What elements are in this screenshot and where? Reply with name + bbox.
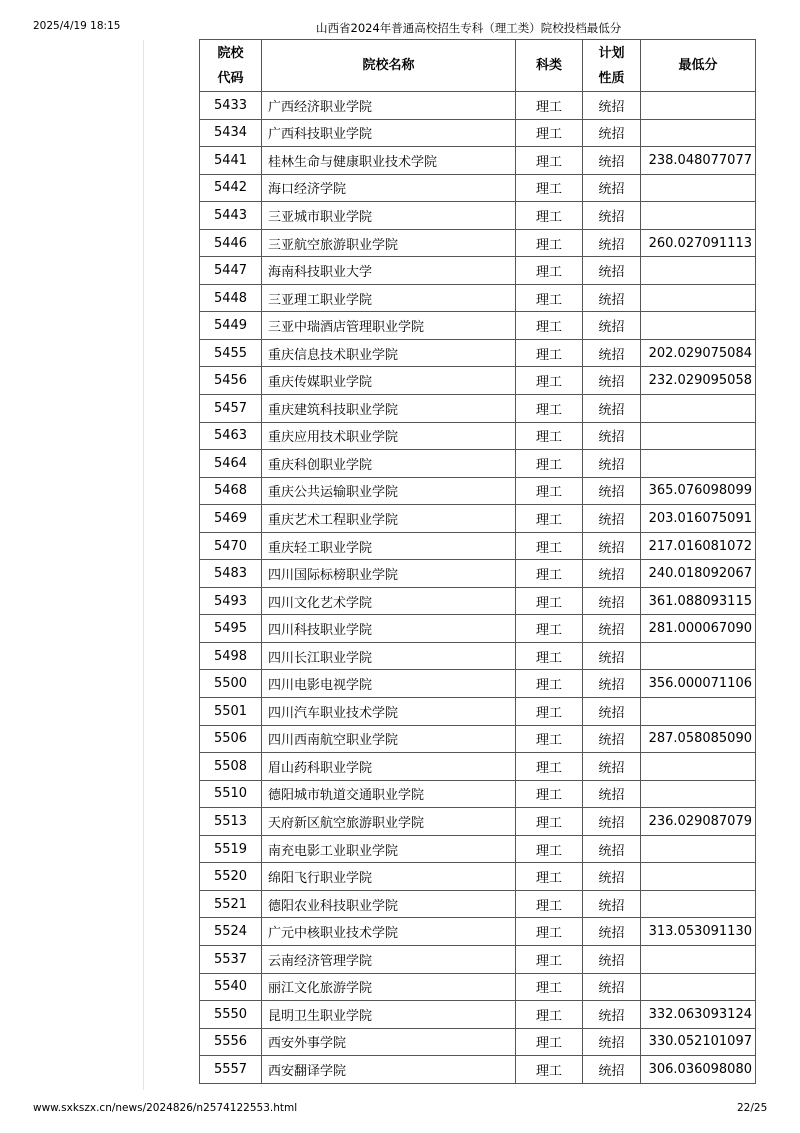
cell-name: 重庆信息技术职业学院 (262, 339, 516, 367)
cell-type: 统招 (583, 670, 641, 698)
cell-score: 232.029095058 (641, 367, 756, 395)
col-header-type-line1: 计划 (598, 45, 625, 61)
col-header-name: 院校名称 (262, 40, 516, 92)
cell-score: 313.053091130 (641, 918, 756, 946)
cell-category: 理工 (516, 642, 583, 670)
cell-type: 统招 (583, 615, 641, 643)
cell-score (641, 945, 756, 973)
cell-code: 5446 (200, 229, 262, 257)
print-datetime: 2025/4/19 18:15 (33, 20, 121, 32)
cell-name: 三亚理工职业学院 (262, 284, 516, 312)
col-header-code (200, 40, 262, 92)
cell-type: 统招 (583, 505, 641, 533)
col-header-category: 科类 (516, 40, 583, 92)
cell-type: 统招 (583, 1001, 641, 1029)
cell-type: 统招 (583, 147, 641, 175)
cell-type: 统招 (583, 395, 641, 423)
cell-name: 眉山药科职业学院 (262, 753, 516, 781)
cell-name: 桂林生命与健康职业技术学院 (262, 147, 516, 175)
table-row (200, 505, 756, 533)
table-row (200, 587, 756, 615)
cell-type: 统招 (583, 863, 641, 891)
cell-code: 5501 (200, 698, 262, 726)
cell-code: 5540 (200, 973, 262, 1001)
cell-category: 理工 (516, 615, 583, 643)
cell-score: 202.029075084 (641, 339, 756, 367)
cell-score: 306.036098080 (641, 1056, 756, 1084)
cell-score: 287.058085090 (641, 725, 756, 753)
cell-code: 5498 (200, 642, 262, 670)
cell-code: 5521 (200, 890, 262, 918)
cell-type: 统招 (583, 1028, 641, 1056)
cell-score (641, 780, 756, 808)
table-row (200, 257, 756, 285)
cell-type: 统招 (583, 257, 641, 285)
cell-code: 5556 (200, 1028, 262, 1056)
table-row (200, 312, 756, 340)
cell-name: 重庆建筑科技职业学院 (262, 395, 516, 423)
cell-name: 广元中核职业技术学院 (262, 918, 516, 946)
cell-score (641, 202, 756, 230)
cell-code: 5493 (200, 587, 262, 615)
cell-type: 统招 (583, 560, 641, 588)
cell-score (641, 890, 756, 918)
cell-name: 西安翻译学院 (262, 1056, 516, 1084)
cell-category: 理工 (516, 780, 583, 808)
cell-name: 三亚中瑞酒店管理职业学院 (262, 312, 516, 340)
cell-category: 理工 (516, 1056, 583, 1084)
cell-type: 统招 (583, 174, 641, 202)
cell-type: 统招 (583, 698, 641, 726)
cell-name: 云南经济管理学院 (262, 945, 516, 973)
table-row (200, 532, 756, 560)
cell-score (641, 698, 756, 726)
cell-code: 5443 (200, 202, 262, 230)
cell-category: 理工 (516, 698, 583, 726)
cell-code: 5495 (200, 615, 262, 643)
cell-score: 217.016081072 (641, 532, 756, 560)
table-row (200, 808, 756, 836)
cell-type: 统招 (583, 1056, 641, 1084)
cell-score: 361.088093115 (641, 587, 756, 615)
cell-category: 理工 (516, 284, 583, 312)
cell-name: 天府新区航空旅游职业学院 (262, 808, 516, 836)
cell-score (641, 835, 756, 863)
table-row (200, 890, 756, 918)
cell-name: 重庆传媒职业学院 (262, 367, 516, 395)
cell-score (641, 450, 756, 478)
table-row (200, 725, 756, 753)
table-row (200, 835, 756, 863)
cell-category: 理工 (516, 753, 583, 781)
table-row (200, 147, 756, 175)
table-row (200, 973, 756, 1001)
table-header (200, 40, 756, 92)
cell-category: 理工 (516, 312, 583, 340)
cell-score: 238.048077077 (641, 147, 756, 175)
cell-type: 统招 (583, 92, 641, 120)
cell-name: 海南科技职业大学 (262, 257, 516, 285)
cell-name: 广西经济职业学院 (262, 92, 516, 120)
table-row (200, 119, 756, 147)
cell-category: 理工 (516, 1028, 583, 1056)
cell-score (641, 284, 756, 312)
cell-type: 统招 (583, 725, 641, 753)
table-row (200, 422, 756, 450)
cell-category: 理工 (516, 808, 583, 836)
cell-type: 统招 (583, 587, 641, 615)
cell-code: 5449 (200, 312, 262, 340)
cell-category: 理工 (516, 973, 583, 1001)
cell-name: 西安外事学院 (262, 1028, 516, 1056)
cell-name: 重庆公共运输职业学院 (262, 477, 516, 505)
cell-name: 四川西南航空职业学院 (262, 725, 516, 753)
table-row (200, 698, 756, 726)
cell-name: 四川国际标榜职业学院 (262, 560, 516, 588)
table-row (200, 477, 756, 505)
cell-code: 5513 (200, 808, 262, 836)
cell-type: 统招 (583, 477, 641, 505)
cell-category: 理工 (516, 918, 583, 946)
cell-type: 统招 (583, 945, 641, 973)
cell-type: 统招 (583, 973, 641, 1001)
table-row (200, 918, 756, 946)
cell-score (641, 642, 756, 670)
cell-category: 理工 (516, 422, 583, 450)
cell-score (641, 92, 756, 120)
cell-score: 236.029087079 (641, 808, 756, 836)
cell-score: 365.076098099 (641, 477, 756, 505)
cell-code: 5470 (200, 532, 262, 560)
table-row (200, 615, 756, 643)
table-row (200, 560, 756, 588)
cell-name: 四川电影电视学院 (262, 670, 516, 698)
cell-code: 5508 (200, 753, 262, 781)
cell-score (641, 863, 756, 891)
cell-type: 统招 (583, 753, 641, 781)
cell-code: 5506 (200, 725, 262, 753)
cell-type: 统招 (583, 780, 641, 808)
cell-score: 260.027091113 (641, 229, 756, 257)
table-row (200, 670, 756, 698)
admission-score-table (199, 39, 756, 1084)
cell-category: 理工 (516, 119, 583, 147)
cell-category: 理工 (516, 890, 583, 918)
cell-category: 理工 (516, 505, 583, 533)
cell-name: 三亚城市职业学院 (262, 202, 516, 230)
cell-name: 德阳城市轨道交通职业学院 (262, 780, 516, 808)
cell-name: 四川科技职业学院 (262, 615, 516, 643)
table-row (200, 339, 756, 367)
cell-code: 5557 (200, 1056, 262, 1084)
cell-category: 理工 (516, 560, 583, 588)
cell-category: 理工 (516, 670, 583, 698)
cell-name: 三亚航空旅游职业学院 (262, 229, 516, 257)
cell-name: 绵阳飞行职业学院 (262, 863, 516, 891)
cell-score (641, 395, 756, 423)
table-row (200, 367, 756, 395)
cell-category: 理工 (516, 477, 583, 505)
cell-category: 理工 (516, 367, 583, 395)
cell-name: 南充电影工业职业学院 (262, 835, 516, 863)
cell-category: 理工 (516, 257, 583, 285)
cell-code: 5455 (200, 339, 262, 367)
cell-score: 281.000067090 (641, 615, 756, 643)
cell-category: 理工 (516, 863, 583, 891)
col-header-type (583, 40, 641, 92)
cell-category: 理工 (516, 229, 583, 257)
cell-code: 5520 (200, 863, 262, 891)
source-url: www.sxkszx.cn/news/2024826/n2574122553.html (33, 1102, 298, 1114)
cell-code: 5483 (200, 560, 262, 588)
cell-score (641, 119, 756, 147)
table-row (200, 780, 756, 808)
cell-score (641, 257, 756, 285)
cell-category: 理工 (516, 835, 583, 863)
cell-category: 理工 (516, 1001, 583, 1029)
cell-code: 5550 (200, 1001, 262, 1029)
cell-score (641, 753, 756, 781)
cell-type: 统招 (583, 918, 641, 946)
cell-type: 统招 (583, 422, 641, 450)
cell-score (641, 422, 756, 450)
cell-name: 海口经济学院 (262, 174, 516, 202)
cell-code: 5524 (200, 918, 262, 946)
cell-code: 5448 (200, 284, 262, 312)
col-header-code-line2: 代码 (217, 70, 244, 86)
cell-category: 理工 (516, 725, 583, 753)
cell-category: 理工 (516, 174, 583, 202)
col-header-type-line2: 性质 (598, 70, 625, 86)
cell-score: 330.052101097 (641, 1028, 756, 1056)
cell-type: 统招 (583, 119, 641, 147)
table-row (200, 395, 756, 423)
col-header-score: 最低分 (641, 40, 756, 92)
cell-score (641, 312, 756, 340)
cell-name: 德阳农业科技职业学院 (262, 890, 516, 918)
margin-divider (143, 40, 144, 1090)
cell-type: 统招 (583, 312, 641, 340)
cell-name: 丽江文化旅游学院 (262, 973, 516, 1001)
page-number: 22/25 (737, 1102, 768, 1114)
cell-code: 5510 (200, 780, 262, 808)
cell-type: 统招 (583, 450, 641, 478)
table-row (200, 753, 756, 781)
cell-code: 5457 (200, 395, 262, 423)
cell-code: 5447 (200, 257, 262, 285)
cell-name: 四川文化艺术学院 (262, 587, 516, 615)
cell-code: 5500 (200, 670, 262, 698)
cell-category: 理工 (516, 532, 583, 560)
table-row (200, 450, 756, 478)
cell-name: 四川汽车职业技术学院 (262, 698, 516, 726)
cell-code: 5463 (200, 422, 262, 450)
cell-code: 5464 (200, 450, 262, 478)
cell-score: 332.063093124 (641, 1001, 756, 1029)
cell-name: 昆明卫生职业学院 (262, 1001, 516, 1029)
cell-category: 理工 (516, 147, 583, 175)
cell-category: 理工 (516, 202, 583, 230)
cell-code: 5469 (200, 505, 262, 533)
table-row (200, 1028, 756, 1056)
table-row (200, 92, 756, 120)
cell-type: 统招 (583, 339, 641, 367)
cell-category: 理工 (516, 339, 583, 367)
cell-code: 5441 (200, 147, 262, 175)
cell-category: 理工 (516, 450, 583, 478)
cell-type: 统招 (583, 284, 641, 312)
table-row (200, 1056, 756, 1084)
cell-name: 四川长江职业学院 (262, 642, 516, 670)
cell-type: 统招 (583, 367, 641, 395)
cell-score (641, 973, 756, 1001)
cell-code: 5519 (200, 835, 262, 863)
table-row (200, 174, 756, 202)
cell-type: 统招 (583, 229, 641, 257)
cell-code: 5442 (200, 174, 262, 202)
table-row (200, 863, 756, 891)
table-body (200, 92, 756, 1084)
cell-type: 统招 (583, 202, 641, 230)
cell-type: 统招 (583, 835, 641, 863)
cell-category: 理工 (516, 92, 583, 120)
cell-type: 统招 (583, 890, 641, 918)
cell-name: 重庆艺术工程职业学院 (262, 505, 516, 533)
table-row (200, 1001, 756, 1029)
cell-score: 240.018092067 (641, 560, 756, 588)
cell-type: 统招 (583, 532, 641, 560)
cell-category: 理工 (516, 587, 583, 615)
table-row (200, 229, 756, 257)
table-row (200, 945, 756, 973)
cell-score: 203.016075091 (641, 505, 756, 533)
cell-code: 5434 (200, 119, 262, 147)
cell-category: 理工 (516, 395, 583, 423)
cell-type: 统招 (583, 808, 641, 836)
cell-score: 356.000071106 (641, 670, 756, 698)
cell-code: 5433 (200, 92, 262, 120)
cell-name: 重庆应用技术职业学院 (262, 422, 516, 450)
cell-code: 5456 (200, 367, 262, 395)
cell-type: 统招 (583, 642, 641, 670)
col-header-code-line1: 院校 (217, 45, 244, 61)
cell-code: 5537 (200, 945, 262, 973)
table-row (200, 202, 756, 230)
cell-score (641, 174, 756, 202)
cell-category: 理工 (516, 945, 583, 973)
cell-name: 广西科技职业学院 (262, 119, 516, 147)
table-row (200, 642, 756, 670)
cell-name: 重庆科创职业学院 (262, 450, 516, 478)
table-row (200, 284, 756, 312)
cell-name: 重庆轻工职业学院 (262, 532, 516, 560)
page-title: 山西省2024年普通高校招生专科（理工类）院校投档最低分 (316, 21, 622, 35)
cell-code: 5468 (200, 477, 262, 505)
